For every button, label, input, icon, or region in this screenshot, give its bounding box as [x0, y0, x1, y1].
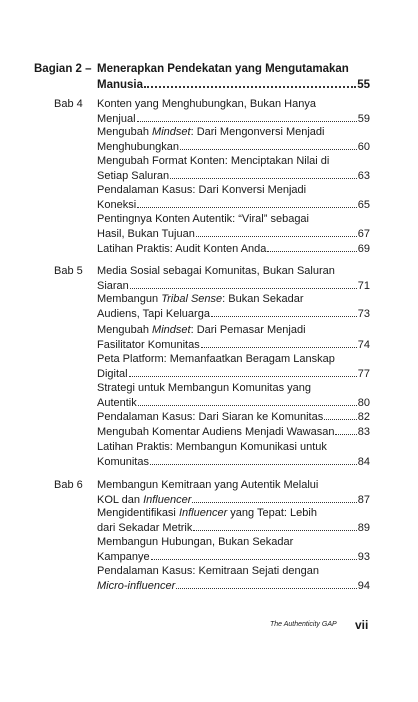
- entry-text: : Dari Pemasar Menjadi: [190, 324, 306, 336]
- entry-page-number: 87: [357, 494, 370, 507]
- part-title-line: Menerapkan Pendekatan yang Mengutamakan: [97, 63, 349, 75]
- toc-entry[interactable]: [97, 323, 370, 354]
- entry-text: : Bukan Sekadar: [222, 293, 304, 305]
- leader-dots: [193, 521, 356, 531]
- toc-entry[interactable]: [97, 425, 370, 440]
- entry-page-number: 89: [357, 522, 370, 535]
- entry-text: Latihan Praktis: Membangun Komunikasi untuk: [97, 441, 327, 453]
- entry-page-number: 94: [357, 580, 370, 593]
- entry-text: Mengubah: [97, 126, 153, 138]
- entry-text: Mengidentifikasi: [97, 507, 179, 519]
- toc-entry[interactable]: [97, 154, 370, 185]
- italic-term: Tribal Sense: [161, 293, 223, 305]
- toc-entry[interactable]: [97, 183, 370, 214]
- entry-page-number: 77: [357, 368, 370, 381]
- entry-text: yang Tepat: Lebih: [227, 507, 317, 519]
- leader-dots: [196, 227, 357, 237]
- chapter-label: Bab 4: [54, 98, 83, 110]
- toc-entry[interactable]: [97, 292, 370, 323]
- entry-text-line: Pendalaman Kasus: Dari Siaran ke Komunitas: [97, 411, 324, 423]
- toc-entry[interactable]: [97, 564, 370, 595]
- toc-entry[interactable]: [97, 212, 370, 243]
- entry-text-line: [97, 323, 306, 338]
- part-label: Bagian 2 –: [34, 63, 92, 75]
- entry-text-line: [97, 506, 317, 521]
- leader-dots: [180, 140, 357, 150]
- leader-dots: [151, 550, 357, 560]
- entry-page-number: 67: [357, 228, 370, 241]
- entry-text-line: Setiap Saluran: [97, 170, 170, 183]
- entry-text-line: dari Sekadar Metrik: [97, 522, 193, 535]
- entry-page-number: 83: [357, 426, 370, 438]
- entry-page-number: 74: [357, 339, 370, 352]
- leader-dots: [335, 425, 356, 435]
- entry-text: KOL dan: [97, 494, 144, 507]
- entry-text-line: Latihan Praktis: Audit Konten Anda: [97, 243, 267, 255]
- part-page-number: 55: [357, 79, 370, 91]
- toc-entry[interactable]: [97, 242, 370, 257]
- entry-text: Pentingnya Konten Autentik: “Viral” sebagai: [97, 213, 309, 225]
- italic-term: Influencer: [178, 507, 228, 519]
- chapter-label: Bab 5: [54, 265, 83, 277]
- leader-dots: [130, 279, 357, 289]
- entry-page-number: 69: [357, 243, 370, 255]
- toc-entry[interactable]: [97, 97, 370, 128]
- italic-term: Influencer: [143, 494, 192, 507]
- entry-text: Membangun Kemitraan yang Autentik Melalui: [97, 479, 319, 491]
- part-title: [97, 61, 370, 93]
- toc-entry[interactable]: [97, 125, 370, 156]
- entry-text: Strategi untuk Membangun Komunitas yang: [97, 382, 312, 394]
- leader-dots: [150, 455, 357, 465]
- italic-term: Mindset: [152, 126, 191, 138]
- leader-dots: [137, 198, 357, 208]
- toc-entry[interactable]: [97, 478, 370, 509]
- entry-text-line: [97, 125, 324, 140]
- leader-dots: [138, 396, 357, 406]
- entry-text-line: Autentik: [97, 397, 137, 410]
- leader-dots: [144, 77, 356, 88]
- entry-text-line: Digital: [97, 368, 128, 381]
- entry-page-number: 93: [357, 551, 370, 564]
- toc-entry[interactable]: [97, 381, 370, 412]
- footer-page-number: vii: [355, 618, 369, 632]
- entry-text: : Dari Mengonversi Menjadi: [190, 126, 325, 138]
- leader-dots: [324, 410, 357, 420]
- italic-term: Mindset: [152, 324, 191, 336]
- entry-text-line: Audiens, Tapi Keluarga: [97, 308, 210, 321]
- toc-entry[interactable]: [97, 440, 370, 471]
- leader-dots: [211, 307, 357, 317]
- entry-text-line: Hasil, Bukan Tujuan: [97, 228, 195, 241]
- entry-page-number: 84: [357, 456, 370, 469]
- entry-text: Pendalaman Kasus: Kemitraan Sejati dengan: [97, 565, 319, 577]
- entry-page-number: 82: [357, 411, 370, 423]
- leader-dots: [267, 242, 356, 252]
- entry-text: Pendalaman Kasus: Dari Konversi Menjadi: [97, 184, 307, 196]
- toc-entry[interactable]: [97, 264, 370, 295]
- entry-text-line: [97, 292, 304, 307]
- leader-dots: [170, 169, 357, 179]
- leader-dots: [192, 493, 356, 503]
- entry-text: Konten yang Menghubungkan, Bukan Hanya: [97, 98, 316, 110]
- entry-text-line: Mengubah Komentar Audiens Menjadi Wawasan: [97, 426, 335, 438]
- italic-term: Micro-influencer: [97, 580, 176, 593]
- entry-page-number: 60: [357, 141, 370, 154]
- entry-text-line: Menjual: [97, 113, 136, 126]
- entry-text-line: [97, 579, 175, 594]
- chapter-label: Bab 6: [54, 479, 83, 491]
- toc-entry[interactable]: [97, 410, 370, 425]
- entry-text: Media Sosial sebagai Komunitas, Bukan Saluran: [97, 265, 335, 277]
- leader-dots: [176, 579, 357, 589]
- entry-text: Peta Platform: Memanfaatkan Beragam Lanskap: [97, 353, 335, 365]
- entry-text-line: Menghubungkan: [97, 141, 179, 154]
- leader-dots: [129, 367, 357, 377]
- entry-text: Mengubah Format Konten: Menciptakan Nilai di: [97, 155, 330, 167]
- footer-book-title: The Authenticity GAP: [270, 621, 337, 628]
- entry-page-number: 63: [357, 170, 370, 183]
- entry-text-line: Siaran: [97, 280, 129, 293]
- entry-text-line: Kampanye: [97, 551, 150, 564]
- leader-dots: [201, 338, 357, 348]
- entry-text: Membangun: [97, 293, 162, 305]
- leader-dots: [137, 112, 357, 122]
- toc-entry[interactable]: [97, 506, 370, 537]
- entry-page-number: 80: [357, 397, 370, 410]
- toc-entry[interactable]: [97, 535, 370, 566]
- toc-entry[interactable]: [97, 352, 370, 383]
- entry-page-number: 65: [357, 199, 370, 212]
- entry-text-line: Fasilitator Komunitas: [97, 339, 200, 352]
- entry-text-line: Koneksi: [97, 199, 137, 212]
- part-title-line: Manusia: [97, 79, 144, 91]
- entry-text: Membangun Hubungan, Bukan Sekadar: [97, 536, 294, 548]
- entry-text: Mengubah: [97, 324, 153, 336]
- entry-page-number: 59: [357, 113, 370, 126]
- entry-text-line: Komunitas: [97, 456, 149, 469]
- entry-page-number: 71: [357, 280, 370, 293]
- entry-page-number: 73: [357, 308, 370, 321]
